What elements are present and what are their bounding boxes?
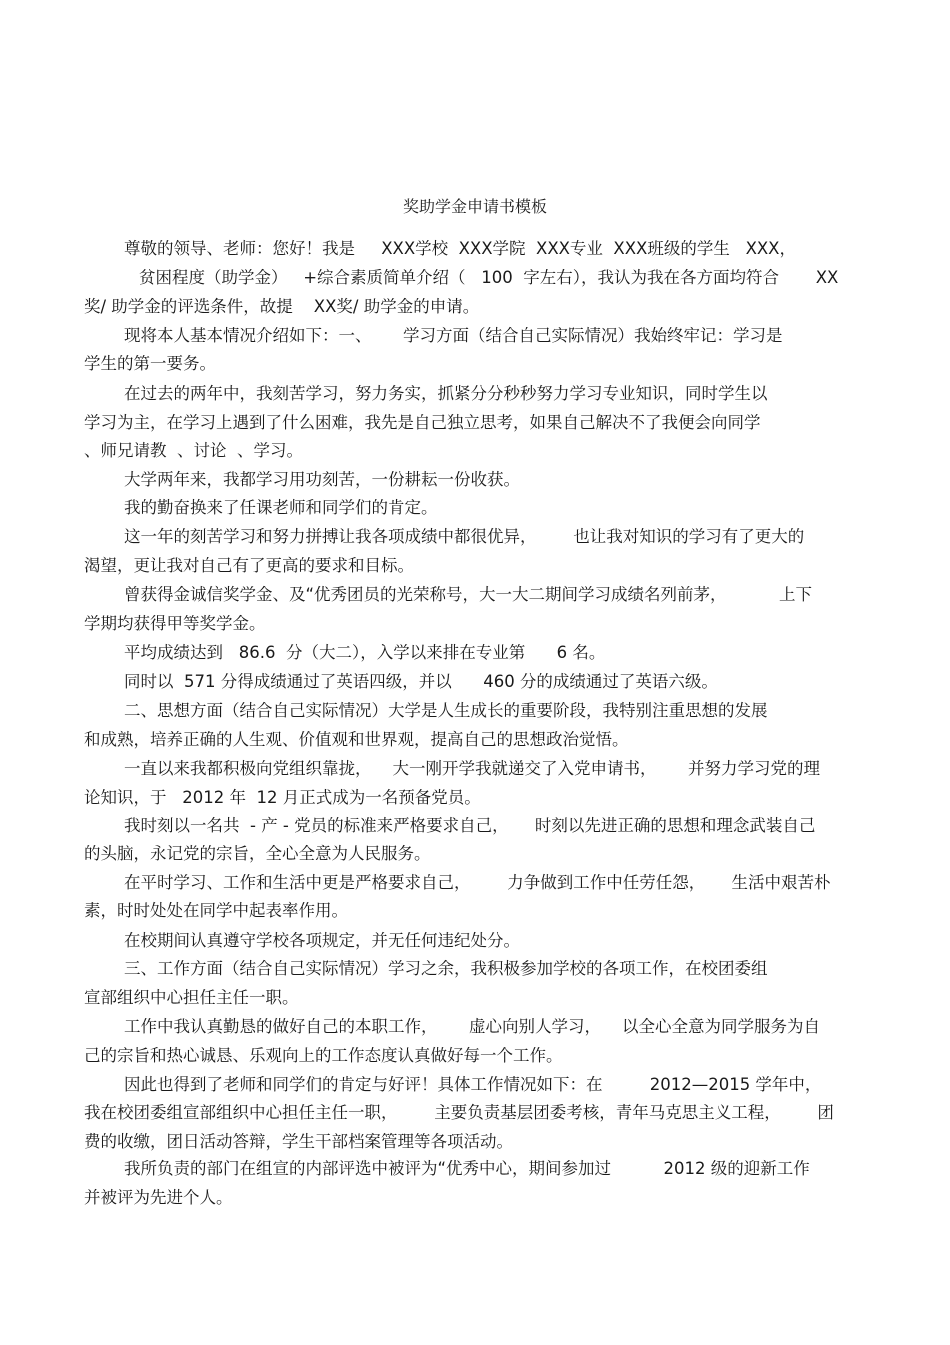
text-line: 学期均获得甲等奖学金。 bbox=[84, 614, 266, 633]
text-line: 平均成绩达到 86.6 分（大二），入学以来排在专业第 6 名。 bbox=[124, 643, 606, 662]
text-line: 渴望，更让我对自己有了更高的要求和目标。 bbox=[84, 556, 414, 575]
text-line: 这一年的刻苦学习和努力拼搏让我各项成绩中都很优异， 也让我对知识的学习有了更大的 bbox=[124, 527, 805, 546]
text-line: 二、思想方面（结合自己实际情况）大学是人生成长的重要阶段，我特别注重思想的发展 bbox=[124, 701, 768, 720]
text-line: 工作中我认真勤恳的做好自己的本职工作， 虚心向别人学习， 以全心全意为同学服务为自 bbox=[124, 1017, 820, 1036]
text-line: 和成熟，培养正确的人生观、价值观和世界观，提高自己的思想政治觉悟。 bbox=[84, 730, 629, 749]
text-line: 并被评为先进个人。 bbox=[84, 1188, 233, 1207]
text-line: 费的收缴，团日活动答辩，学生干部档案管理等各项活动。 bbox=[84, 1132, 513, 1151]
document-title: 奖助学金申请书模板 bbox=[402, 197, 547, 216]
text-line: 论知识，于 2012 年 12 月正式成为一名预备党员。 bbox=[84, 788, 481, 807]
text-line: 学习为主，在学习上遇到了什么困难，我先是自己独立思考，如果自己解决不了我便会向同学 bbox=[84, 413, 761, 432]
text-line: 我所负责的部门在组宣的内部评选中被评为“优秀中心，期间参加过 2012 级的迎新工作 bbox=[124, 1159, 810, 1178]
text-line: 的头脑，永记党的宗旨，全心全意为人民服务。 bbox=[84, 844, 431, 863]
text-line: 同时以 571 分得成绩通过了英语四级，并以 460 分的成绩通过了英语六级。 bbox=[124, 672, 718, 691]
text-line: 、师兄请教 、讨论 、学习。 bbox=[84, 441, 303, 460]
text-line: 我时刻以一名共 - 产 - 党员的标准来严格要求自己， 时刻以先进正确的思想和理念武装自己 bbox=[124, 816, 816, 835]
text-line: 学生的第一要务。 bbox=[84, 354, 216, 373]
text-line: 奖/ 助学金的评选条件，故提 XX奖/ 助学金的申请。 bbox=[84, 297, 480, 316]
text-line: 贫困程度（助学金） +综合素质简单介绍（ 100 字左右），我认为我在各方面均符合 XX bbox=[139, 268, 839, 287]
text-line: 我在校团委组宣部组织中心担任主任一职， 主要负责基层团委考核，青年马克思主义工程， 团 bbox=[84, 1103, 834, 1122]
text-line: 因此也得到了老师和同学们的肯定与好评！具体工作情况如下：在 2012—2015 学年中， bbox=[124, 1075, 822, 1094]
text-line: 宣部组织中心担任主任一职。 bbox=[84, 988, 299, 1007]
text-line: 我的勤奋换来了任课老师和同学们的肯定。 bbox=[124, 498, 438, 517]
text-line: 在平时学习、工作和生活中更是严格要求自己， 力争做到工作中任劳任怨， 生活中艰苦朴 bbox=[124, 873, 831, 892]
text-line: 三、工作方面（结合自己实际情况）学习之余，我积极参加学校的各项工作，在校团委组 bbox=[124, 959, 768, 978]
text-line: 素，时时处处在同学中起表率作用。 bbox=[84, 901, 348, 920]
text-line: 己的宗旨和热心诚恳、乐观向上的工作态度认真做好每一个工作。 bbox=[84, 1046, 563, 1065]
text-line: 大学两年来，我都学习用功刻苦，一份耕耘一份收获。 bbox=[124, 470, 520, 489]
text-line: 现将本人基本情况介绍如下：一、 学习方面（结合自己实际情况）我始终牢记：学习是 bbox=[124, 326, 783, 345]
text-line: 曾获得金诚信奖学金、及“优秀团员的光荣称号，大一大二期间学习成绩名列前茅， 上下 bbox=[124, 585, 812, 604]
text-line: 尊敬的领导、老师：您好！我是 XXX学校 XXX学院 XXX专业 XXX班级的学生 XXX， bbox=[124, 239, 796, 258]
text-line: 在过去的两年中，我刻苦学习，努力务实，抓紧分分秒秒努力学习专业知识，同时学生以 bbox=[124, 384, 768, 403]
text-line: 一直以来我都积极向党组织靠拢， 大一刚开学我就递交了入党申请书， 并努力学习党的理 bbox=[124, 759, 820, 778]
text-line: 在校期间认真遵守学校各项规定，并无任何违纪处分。 bbox=[124, 931, 520, 950]
